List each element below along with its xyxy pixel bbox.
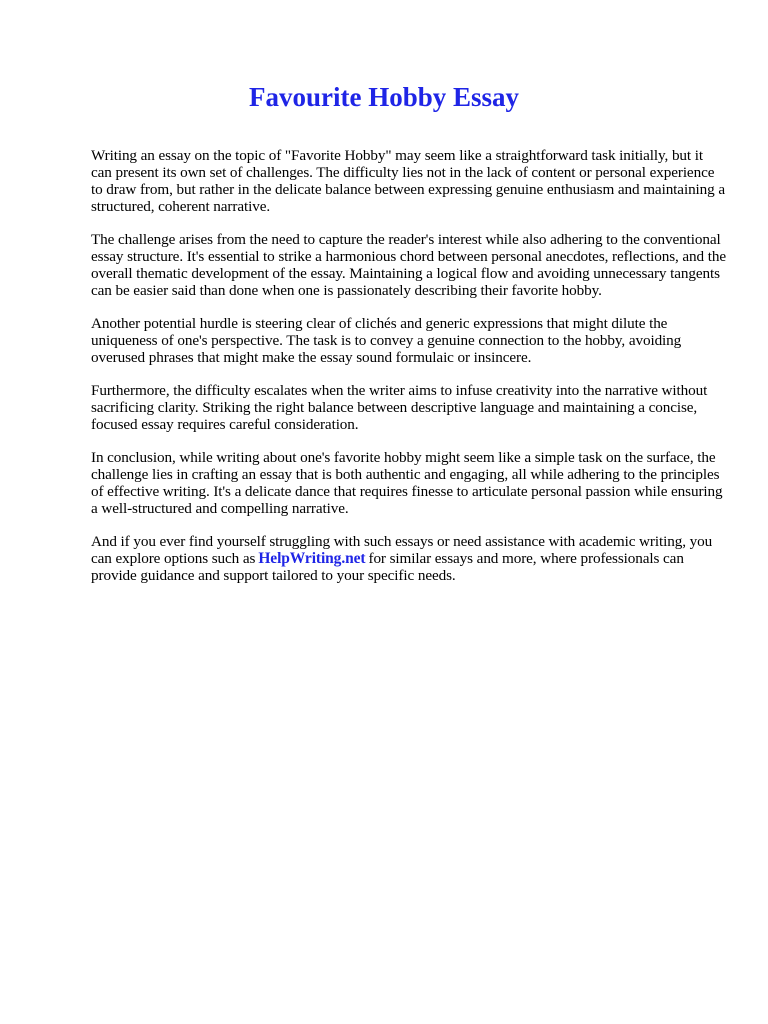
paragraph-4: Furthermore, the difficulty escalates when the writer aims to infuse creativity into the narrative without sacrificing clarity. Striking the right balance between descriptive language and maintaining a concise, focused essay requires careful consideration.	[91, 382, 708, 433]
paragraph-2: The challenge arises from the need to capture the reader's interest while also adhering to the conventional essay structure. It's essential to strike a harmonious chord between personal anecdotes, reflections, and the overall thematic development of the essay. Maintaining a logical flow and avoiding unnecessary tangents can be easier said than done when one is passionately describing their favorite hobby.	[91, 231, 726, 299]
helpwriting-link[interactable]: HelpWriting.net	[258, 550, 366, 567]
final-paragraph-text-after: for similar essays and more, where professionals can provide guidance and support tailored to your specific needs.	[91, 550, 684, 584]
paragraph-5: In conclusion, while writing about one's favorite hobby might seem like a simple task on the surface, the challenge lies in crafting an essay that is both authentic and engaging, all while adhering to the principles of effective writing. It's a delicate dance that requires finesse to articulate personal passion while ensuring a well-structured and compelling narrative.	[91, 449, 723, 517]
paragraph-3: Another potential hurdle is steering clear of clichés and generic expressions that might dilute the uniqueness of one's perspective. The task is to convey a genuine connection to the hobby, avoiding overused phrases that might make the essay sound formulaic or insincere.	[91, 315, 682, 366]
document-body	[91, 147, 727, 600]
final-paragraph-text-before: And if you ever find yourself struggling with such essays or need assistance with academic writing, you can explore options such as	[91, 533, 713, 567]
paragraph-final	[91, 533, 727, 584]
paragraph-1: Writing an essay on the topic of "Favorite Hobby" may seem like a straightforward task initially, but it can present its own set of challenges. The difficulty lies not in the lack of content or personal experience to draw from, but rather in the delicate balance between expressing genuine enthusiasm and maintaining a structured, coherent narrative.	[91, 147, 726, 215]
document-title: Favourite Hobby Essay	[248, 82, 520, 112]
